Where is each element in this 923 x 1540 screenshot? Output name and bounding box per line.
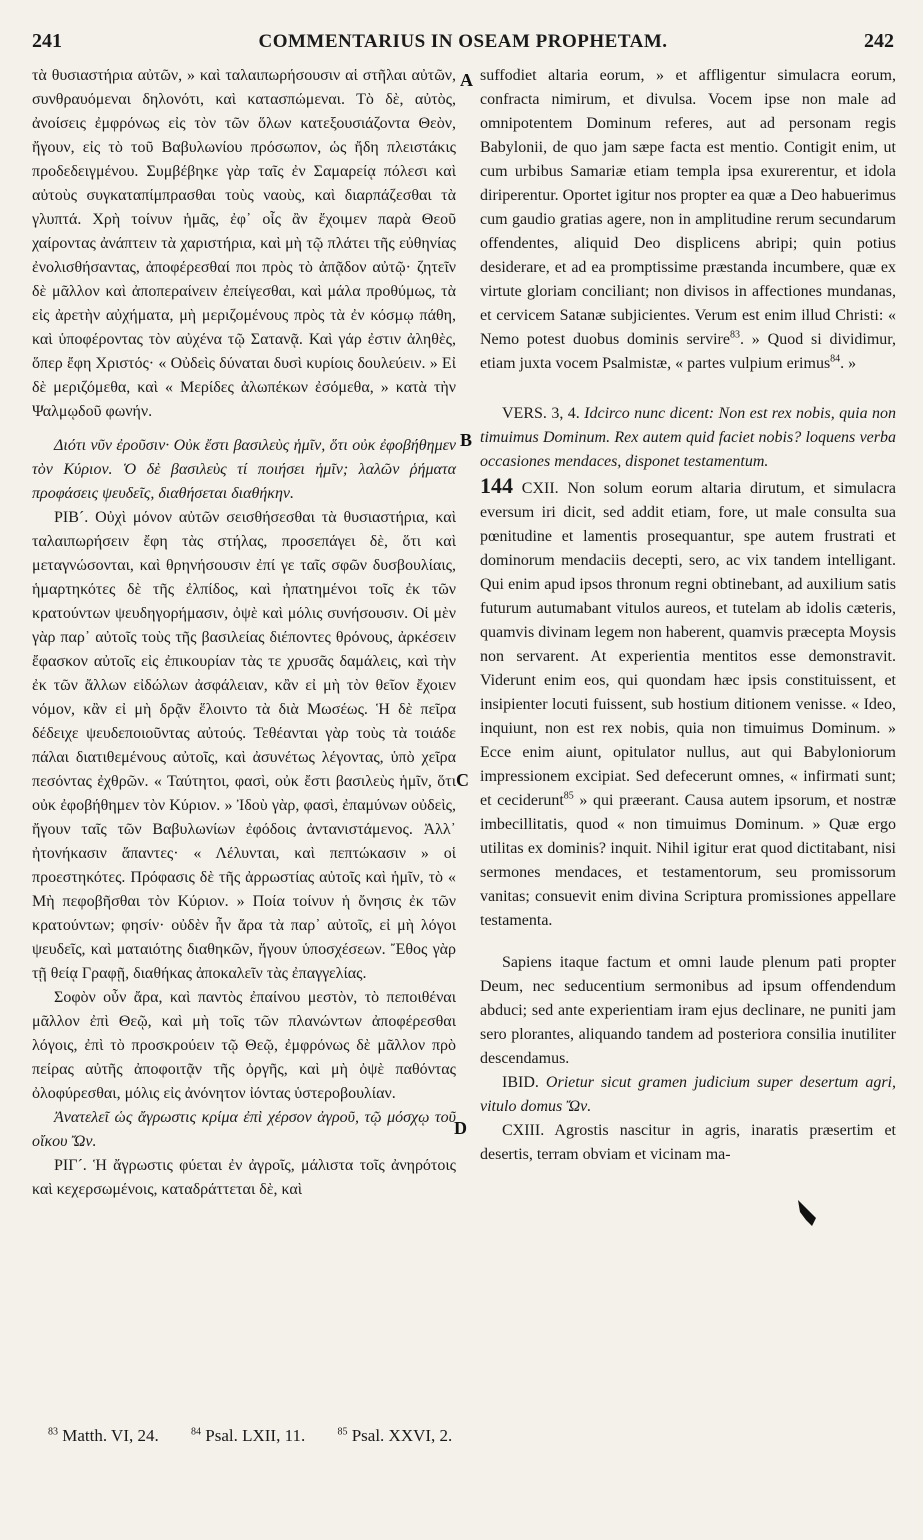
- latin-paragraph-2: Sapiens itaque factum et omni laude plenum pati propter Deum, nec seducentium sermonibus ad ipsum offendendum abduci; sed ante experientiam iram ejus declinare, ne puniti jam sero plorantes, aliquando tandem ad posteriora consilia inutiliter descendamus.: [480, 954, 896, 1067]
- greek-lemma-ibid: Ἀνατελεῖ ὡς ἄγρωστις κρίμα ἐπὶ χέρσον ἀγροῦ, τῷ μόσχῳ τοῦ οἴκου Ὤν.: [32, 1109, 456, 1150]
- margin-letter-b: B: [460, 430, 473, 450]
- greek-paragraph-1: τὰ θυσιαστήρια αὐτῶν, » καὶ ταλαιπωρήσουσιν αἱ στῆλαι αὐτῶν, συνθραυόμεναι δηλονότι, καὶ κατασπώμεναι. Τὸ δὲ, αὐτὸς, ἀνοίσεις ἐμφρόνως εἰς τὸν τῶν ὅλων κατεξουσιάζοντα Θεὸν, ἤγουν, εἰς τὸ τοῦ Βαβυλωνίου πρόσωπον, ὡς ἤδη πλειστάκις προδεδειγμένου. Συμβέβηκε γὰρ ταῖς ἐν Σαμαρείᾳ πόλεσι καὶ αὐτοὺς συγκαταπίμπρασθαι τοὺς ναοὺς, καὶ διαρπάζεσθαι τὰ γλυπτά. Χρὴ τοίνυν ἡμᾶς, ἐφ᾽ οἷς ἂν ἔχοιμεν παρὰ Θεοῦ χαίροντας ἀνάπτειν τὰ χαριστήρια, καὶ μὴ τῷ πλάτει τῆς εὐθηνίας ἐνολισθήσαντας, ἀποφέρεσθαί ποι πρὸς τὸ ἀπᾷδον αὐτῷ· ζητεῖν δὲ μᾶλλον καὶ ἀποπεραίνειν ἐπείγεσθαι, καὶ μάλα προθύμως, τὰ εἰς ἀρετὴν αὐχήματα, μὴ μεριζομένους πρὸς τὰ ἐν κόσμῳ πάθη, καὶ ὑποφέροντας τὸν αὐχένα τῷ Σατανᾷ. Καὶ γάρ ἐστιν ἀληθὲς, ὅπερ ἔφη Χριστός· « Οὐδεὶς δύναται δυσὶ κυρίοις δουλεύειν. » Εἰ δὲ μεριζόμεθα, καὶ « Μερίδες ἀλωπέκων ἐσόμεθα, » κατὰ τὴν Ψαλμῳδοῦ φωνήν.: [32, 67, 456, 420]
- latin-paragraph-1: suffodiet altaria eorum, » et affligentur simulacra eorum, confracta nimirum, et divulsa. Vocem ipse non male ad omnipotentem Dominum referes, aut ad personam regis Babylonii, de quo jam sæpe facta est mentio. Contigit enim, ut cum urbibus Samariæ etiam templa ipsa exurerentur, et idola diriperentur. Oportet igitur nos propter ea quæ a Deo habuerimus cum gaudio gratias agere, non in amplitudine rerum secundarum offendentes, aliquid Deo displicens abripi; quin potius desiderare, et ad ea promptissime præstanda incumbere, quæ ex virtute gloriam conciliant; non divisos in affectiones mundanas, et cervicem Satanæ subjicientes. Verum est enim illud Christi: « Nemo potest duobus dominis servire$^{83}$. » Quod si dividimur, etiam juxta vocem Psalmistæ, « partes vulpium erimus$^{84}$. »: [480, 67, 896, 372]
- section-number: 144: [480, 473, 513, 498]
- greek-paragraph-113: ΡΙΓ´. Ἡ ἄγρωστις φύεται ἐν ἀγροῖς, μάλιστα τοῖς ἀνηρότοις καὶ κεχερσωμένοις, καταδράττεται δὲ, καὶ: [32, 1157, 456, 1198]
- ink-blot-icon: [794, 1198, 820, 1228]
- page-number-left: 241: [32, 30, 62, 52]
- latin-lemma-verse-3-4: VERS. 3, 4. Idcirco nunc dicent: Non est rex nobis, quia non timuimus Dominum. Rex autem quid faciet nobis? loquens verba occasiones mendaces, disponet testamentum.: [480, 405, 897, 470]
- greek-column: [32, 64, 456, 1202]
- greek-paragraph-2: Σοφὸν οὖν ἄρα, καὶ παντὸς ἐπαίνου μεστὸν, τὸ πεποιθέναι μᾶλλον ἐπὶ Θεῷ, καὶ μὴ τοῖς τῶν πλανώντων ἀποφέρεσθαι λόγοις, ἐπὶ τὸ προσκρούειν τῷ Θεῷ, ἐμφρόνως δὲ μᾶλλον πρὸ πείρας αὐτῆς ἀποφοιτᾷν τῆς ὀργῆς, καὶ μὴ ὀψὲ παθόντας ὀλοφύρεσθαι, μόλις εἰς ἀνόνητον ἰόντας ὑστεροβουλίαν.: [32, 989, 456, 1102]
- footnote-85: $^{85}$ Psal. XXVI, 2.: [337, 1426, 453, 1445]
- footnote-83: $^{83}$ Matth. VI, 24.: [48, 1426, 159, 1445]
- latin-lemma-ibid: IBID. Orietur sicut gramen judicium super desertum agri, vitulo domus Ὤν.: [480, 1074, 897, 1115]
- latin-column: [480, 64, 896, 1167]
- margin-letter-d: D: [454, 1118, 467, 1138]
- latin-paragraph-113: CXIII. Agrostis nascitur in agris, inaratis præsertim et desertis, terram obviam et vicinam ma-: [480, 1122, 896, 1163]
- running-header: [32, 30, 894, 54]
- page-number-right: 242: [864, 30, 894, 52]
- margin-letter-c: C: [456, 770, 469, 790]
- footnotes: [48, 1426, 648, 1446]
- greek-lemma-verse-3-4: Διότι νῦν ἐροῦσιν· Οὐκ ἔστι βασιλεὺς ἡμῖν, ὅτι οὐκ ἐφοβήθημεν τὸν Κύριον. Ὁ δὲ βασιλεὺς τί ποιήσει ἡμῖν; λαλῶν ῥήματα προφάσεις ψευδεῖς, διαθήσεται διαθήκην.: [32, 437, 456, 502]
- latin-paragraph-112: 144 CXII. Non solum eorum altaria dirutum, et simulacra eversum iri dicit, sed addit etiam, fore, ut male consulta sua pœnitudine et lamentis prosequantur, spe autem frustrati et dominorum mendaciis decepti, sero, ac vix tandem intelligant. Qui enim apud ipsos thronum regni obtinebant, ad auxilium satis futurum autumabant vitulos aureos, et tutelam ab idolis cæteris, quamvis divinam legem non haberent, quamvis præcepta Moysis non servarent. At experientia mentitos esse demonstravit. Viderunt enim eos, qui quondam hæc ipsis constituissent, et insipienter locuti fuissent, sub hostium ditionem venisse. « Ideo, inquiunt, non est rex nobis, quia non timuimus Dominum. » Ecce enim aiunt, opitulator nullus, aut qui Babyloniorum impressionem excipiat. Sed defecerunt omnes, « infirmati sunt; et ceciderunt$^{85}$ » qui præerant. Causa autem ipsorum, et nostræ imbecillitatis, quod « non timuimus Dominum. » Quæ ergo utilitas ex dominis? inquit. Nihil igitur erat quod dictitabant, nisi sermones mendaces, et testamentorum, seu promissorum vanitas; consuevit enim divina Scriptura promissiones appellare testamenta.: [480, 473, 897, 929]
- running-title: COMMENTARIUS IN OSEAM PROPHETAM.: [258, 31, 668, 52]
- footnote-84: $^{84}$ Psal. LXII, 11.: [191, 1426, 306, 1445]
- greek-paragraph-112: ΡΙΒ´. Οὐχὶ μόνον αὐτῶν σεισθήσεσθαι τὰ θυσιαστήρια, καὶ ταλαιπωρήσειν ἔφη τὰς στήλας, προσεπάγει δὲ, ὅτι καὶ μεταγνώσονται, καὶ θρηνήσουσιν ἐπί γε ταῖς σφῶν δυσβουλίαις, ἡμαρτηκότες δὲ τῆς ἐλπίδος, καὶ ἠπατημένοι τοῖς ἐκ τῶν κρατούντων ψευδηγορήμασιν, ὀψὲ καὶ μόλις συνήσουσιν. Οἱ μὲν γὰρ παρ᾽ αὐτοῖς τοὺς τῆς βασιλείας διέποντες θρόνους, ἀρκέσειν ἔφασκον αὐτοῖς εἰς ἐπικουρίαν τὰς τε χρυσᾶς δαμάλεις, καὶ τὴν ἐκ τῶν ἄλλων εἰδώλων ἀσφάλειαν, κἂν εἰ μὴ τὸν θεῖον ἔχοιεν νόμον, κἂν εἰ μὴ δρᾷν ἕλοιντο τὰ διὰ Μωσέως. Ἡ δὲ πεῖρα δέδειχε ψευδεποιοῦντας αὐτούς. Τεθέανται γὰρ τοὺς τὰ τοιάδε πάλαι διατιθεμένους αὐτοῖς, καὶ ἀσυνέτως λέγοντας, ὑπὸ χεῖρα πεσόντας ἐχθρῶν. « Ταύτητοι, φασὶ, οὐκ ἔστι βασιλεὺς ἡμῖν, ὅτι οὐκ ἐφοβήθημεν τὸν Κύριον. » Ἰδοὺ γὰρ, φασὶ, ἐπαμύνων οὐδεὶς, ἤγουν ταῖς τῶν Βαβυλωνίων ἐφόδοις ἀντανιστάμενος. Ἀλλ᾽ ἠτονήκασιν ἅπαντες· « Λέλυνται, καὶ πεπτώκασιν » οἱ προεστηκότες. Πρόφασις δὲ τῆς ἀρρωστίας αὐτοῖς καὶ ἡμῖν, τὸ « Μὴ πεφοβῆσθαι τὸν Κύριον. » Ποία τοίνυν ἡ ὄνησις ἐκ τῶν κρατούντων; φησίν· οὐδὲν ἦν ἄρα τὰ παρ᾽ αὐτοῖς, εἰ μὴ λόγοι ψευδεῖς, καὶ ματαιότης διαθηκῶν, ἤγουν ὑποσχέσεων. Ἔθος γὰρ τῇ θείᾳ Γραφῇ, διαθήκας ἀποκαλεῖν τὰς ἐπαγγελίας.: [32, 509, 456, 982]
- margin-letter-a: A: [460, 70, 473, 90]
